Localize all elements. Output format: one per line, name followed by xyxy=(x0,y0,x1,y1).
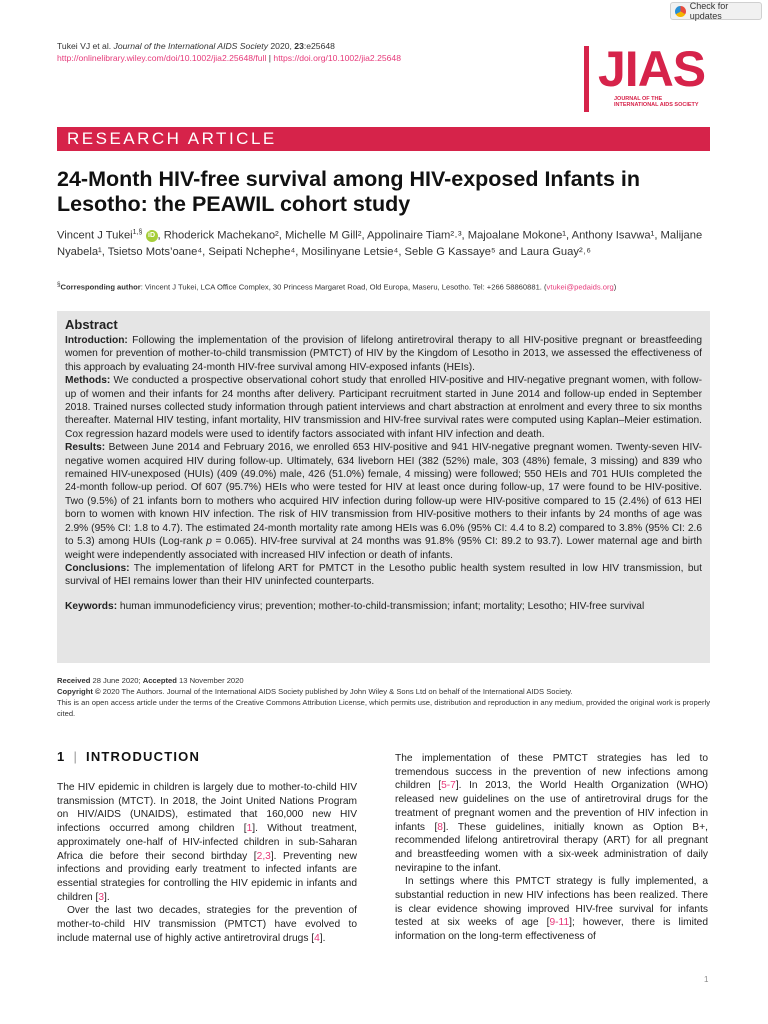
citation-header xyxy=(57,40,401,64)
paragraph xyxy=(395,875,708,944)
received-date: 28 June 2020; xyxy=(90,676,143,685)
section-separator: | xyxy=(73,749,79,764)
reference-link[interactable]: 5-7 xyxy=(441,780,456,792)
doi-links xyxy=(57,52,401,64)
text-run: ]. Preventing new infections and providing early treatment to infected infants are essential strategies for controlling the HIV epidemic in infants and children [ xyxy=(57,850,358,903)
reference-link[interactable]: 9-11 xyxy=(549,917,570,929)
logo-subtitle-line2: INTERNATIONAL AIDS SOCIETY xyxy=(614,102,699,108)
accepted-date: 13 November 2020 xyxy=(176,676,244,685)
paragraph xyxy=(57,781,357,904)
body-column-right xyxy=(395,752,708,944)
results-p-symbol: p xyxy=(206,536,212,548)
reference-link[interactable]: 4 xyxy=(314,932,320,944)
abstract-heading: Abstract xyxy=(65,317,118,332)
text-run: ]. These guidelines, initially known as Option B+, recommended lifelong antiretroviral therapy (ART) for all pregnant and breastfeeding women with a six-week administration of daily nevirapine to the infant. xyxy=(395,821,708,874)
first-author-affiliation: 1,§ xyxy=(132,229,143,236)
section-heading xyxy=(57,749,200,764)
wiley-url-link[interactable]: http://onlinelibrary.wiley.com/doi/10.1002/jia2.25648/full xyxy=(57,53,267,63)
copyright-label: Copyright © xyxy=(57,687,101,696)
abstract-conclusions xyxy=(65,562,702,589)
logo-wordmark: JIAS xyxy=(598,41,706,97)
article-dates xyxy=(57,675,710,719)
text-run: ]. Without treatment, approximately one-half of HIV-infected children in sub-Saharan Africa die before their second birthday [ xyxy=(57,823,357,862)
abstract-results xyxy=(65,441,702,562)
abstract-box xyxy=(57,311,710,663)
first-author: Vincent J Tukei xyxy=(57,229,133,242)
copyright-text: 2020 The Authors. Journal of the International AIDS Society published by John Wiley & Sons Ltd on behalf of the International AIDS Society. xyxy=(100,687,573,696)
doi-link[interactable]: https://doi.org/10.1002/jia2.25648 xyxy=(273,53,401,63)
methods-label: Methods: xyxy=(65,375,111,387)
results-label: Results: xyxy=(65,442,106,454)
article-type-banner: RESEARCH ARTICLE xyxy=(57,127,710,151)
paragraph xyxy=(57,904,357,945)
intro-text: Following the implementation of the provision of lifelong antiretroviral therapy to all HIV-positive pregnant or breastfeeding women for prevention of mother-to-child transmission (PMTCT) of HIV by the Kingdom of Lesotho in 2013, we assessed the effectiveness of this approach by evaluating 24-month HIV-free survival among HIV-exposed infants (HEIs). xyxy=(65,335,702,373)
corresponding-email-link[interactable]: vtukei@pedaids.org xyxy=(546,282,614,292)
corresponding-text: : Vincent J Tukei, LCA Office Complex, 30 Princess Margaret Road, Old Europa, Maseru, Lesotho. Tel: +266 58860881. ( xyxy=(140,282,547,292)
citation-year: 2020, xyxy=(270,41,292,51)
keywords-label: Keywords: xyxy=(65,600,118,612)
reference-link[interactable]: 2,3 xyxy=(256,850,271,862)
conclusions-label: Conclusions: xyxy=(65,562,130,574)
citation-article: :e25648 xyxy=(303,41,335,51)
check-for-updates-button[interactable] xyxy=(670,2,762,20)
corresponding-mark: § xyxy=(57,281,61,288)
text-run: ]. xyxy=(104,891,110,903)
logo-subtitle-line1: JOURNAL OF THE xyxy=(614,96,663,102)
license-text: This is an open access article under the terms of the Creative Commons Attribution License, which permits use, distribution and reproduction in any medium, provided the original work is properly cited. xyxy=(57,698,710,718)
copyright xyxy=(57,686,710,697)
paragraph xyxy=(395,752,708,875)
reference-link[interactable]: 8 xyxy=(437,821,443,833)
intro-label: Introduction: xyxy=(65,335,128,346)
conclusions-text: The implementation of lifelong ART for PMTCT in the Lesotho public health system resulted in low HIV transmission, but survival of HEI remains lower than their HIV uninfected counterparts. xyxy=(65,562,702,588)
corresponding-author xyxy=(57,280,717,293)
results-text-a: Between June 2014 and February 2016, we enrolled 653 HIV-positive and 941 HIV-negative pregnant women. Twenty-seven HIV-negative women acquired HIV during follow-up. Ultimately, 634 liveborn HEI (382 (52%) male, 303 (48%) female, 3 missing) and 839 who remained HIV-unexposed (HUIs) (409 (49.0%) male, 426 (51.0%) female, 4 missing) were followed; 550 HEIs and 701 HUIs completed the 24-month follow-up period. Of 607 (95.7%) HEIs who were tested for HIV at least once during follow-up, 17 were found to be HIV-positive. Two (9.5%) of 21 infants born to mothers who acquired HIV infection during follow-up were HIV-positive compared to 15 (2.4%) of 613 HEI born to women with known HIV infection. The risk of HIV transmission from HIV-positive mothers to their infants by 24 months of age was 2.9% (95% CI: 1.8 to 4.7). The estimated 24-month mortality rate among HEIs was 6.0% (95% CI: 4.4 to 8.2) compared to 3.8% (95% CI: 2.6 to 5.3) among HUIs (Log-rank xyxy=(65,442,702,548)
results-text-b: = 0.065). HIV-free survival at 24 months was 91.8% (95% CI: 89.2 to 93.7). Lower maternal age and birth weight were independently associated with increased HIV infection or death of infants. xyxy=(65,536,702,561)
reference-link[interactable]: 1 xyxy=(246,823,253,835)
section-number: 1 xyxy=(57,749,66,764)
text-run: ]. In 2013, the World Health Organization (WHO) released new guidelines on the use of antiretroviral drugs for the treatment of pregnant women and the prevention of HIV infection in infants [ xyxy=(395,780,709,833)
abstract-methods xyxy=(65,374,702,441)
corresponding-label: Corresponding author xyxy=(60,282,141,292)
citation-line xyxy=(57,40,401,52)
text-run: In settings where this PMTCT strategy is fully implemented, a substantial reduction in new HIV infections has been realized. There is clear evidence showing improved HIV-free survival for infants tested at six weeks of age [ xyxy=(395,876,708,929)
methods-text: We conducted a prospective observational cohort study that enrolled HIV-positive and HIV-negative pregnant women, with follow-up of women and their infants for 24 months after delivery. Participant recruitment started in June 2014 and follow-up ended in September 2018. Trained nurses collected study information through patient interviews and chart abstraction at enrolment and every three to six months thereafter. Maternal HIV testing, infant mortality, HIV transmission and HIV-free survival rates were computed using Kaplan–Meier estimation. Cox regression hazard models were used to identify factors associated with infant HIV infection and death. xyxy=(65,375,702,440)
text-run: ]. xyxy=(319,932,326,944)
body-column-left xyxy=(57,781,357,945)
text-run: Over the last two decades, strategies for the prevention of mother-to-child HIV transmission (PMTCT) have evolved to include maternal use of highly active antiretroviral drugs [ xyxy=(57,905,357,944)
orcid-icon[interactable]: iD xyxy=(146,230,158,242)
reference-link[interactable]: 3 xyxy=(98,891,105,903)
abstract-introduction xyxy=(65,334,702,374)
received-accepted xyxy=(57,675,710,686)
logo-subtitle xyxy=(614,96,704,108)
accepted-label: Accepted xyxy=(142,676,177,685)
text-run: The HIV epidemic in children is largely due to mother-to-child HIV transmission (MTCT). In 2018, the Joint United Nations Program on HIV/AIDS (UNAIDS), estimated that 160,000 new HIV infections occurred among children [ xyxy=(57,782,357,835)
section-title: INTRODUCTION xyxy=(86,749,201,764)
citation-journal: Journal of the International AIDS Society xyxy=(113,41,268,51)
author-list xyxy=(57,225,717,260)
link-separator: | xyxy=(266,53,274,63)
page-number: 1 xyxy=(704,975,709,984)
text-run: The implementation of these PMTCT strategies has led to tremendous success in the prevention of new infections among children [ xyxy=(395,753,708,792)
check-for-updates-label: Check for updates xyxy=(689,1,729,21)
abstract-keywords xyxy=(65,600,702,613)
received-label: Received xyxy=(57,676,91,685)
crossmark-icon xyxy=(675,6,686,17)
text-run: ]; however, there is limited information on the long-term effectiveness of xyxy=(395,917,708,943)
article-title: 24-Month HIV-free survival among HIV-exposed Infants in Lesotho: the PEAWIL cohort study xyxy=(57,167,641,216)
citation-authors: Tukei VJ et al. xyxy=(57,41,112,51)
jias-logo xyxy=(584,40,704,112)
coauthors: , Rhoderick Machekano², Michelle M Gill², Appolinaire Tiam²˒³, Majoalane Mokone¹, Anthony Isavwa¹, Malijane Nyabela¹, Tsietso Mots’oane⁴, Seipati Nchephe⁴, Mosilinyane Letsie⁴, Seble G Kassaye⁵ and Laura Guay²˒⁶ xyxy=(57,229,703,258)
corresponding-close: ) xyxy=(613,282,617,292)
keywords-text: human immunodeficiency virus; prevention; mother-to-child-transmission; infant; mortality; Lesotho; HIV-free survival xyxy=(117,600,645,612)
citation-volume: 23 xyxy=(294,41,304,51)
logo-bar xyxy=(584,46,589,112)
